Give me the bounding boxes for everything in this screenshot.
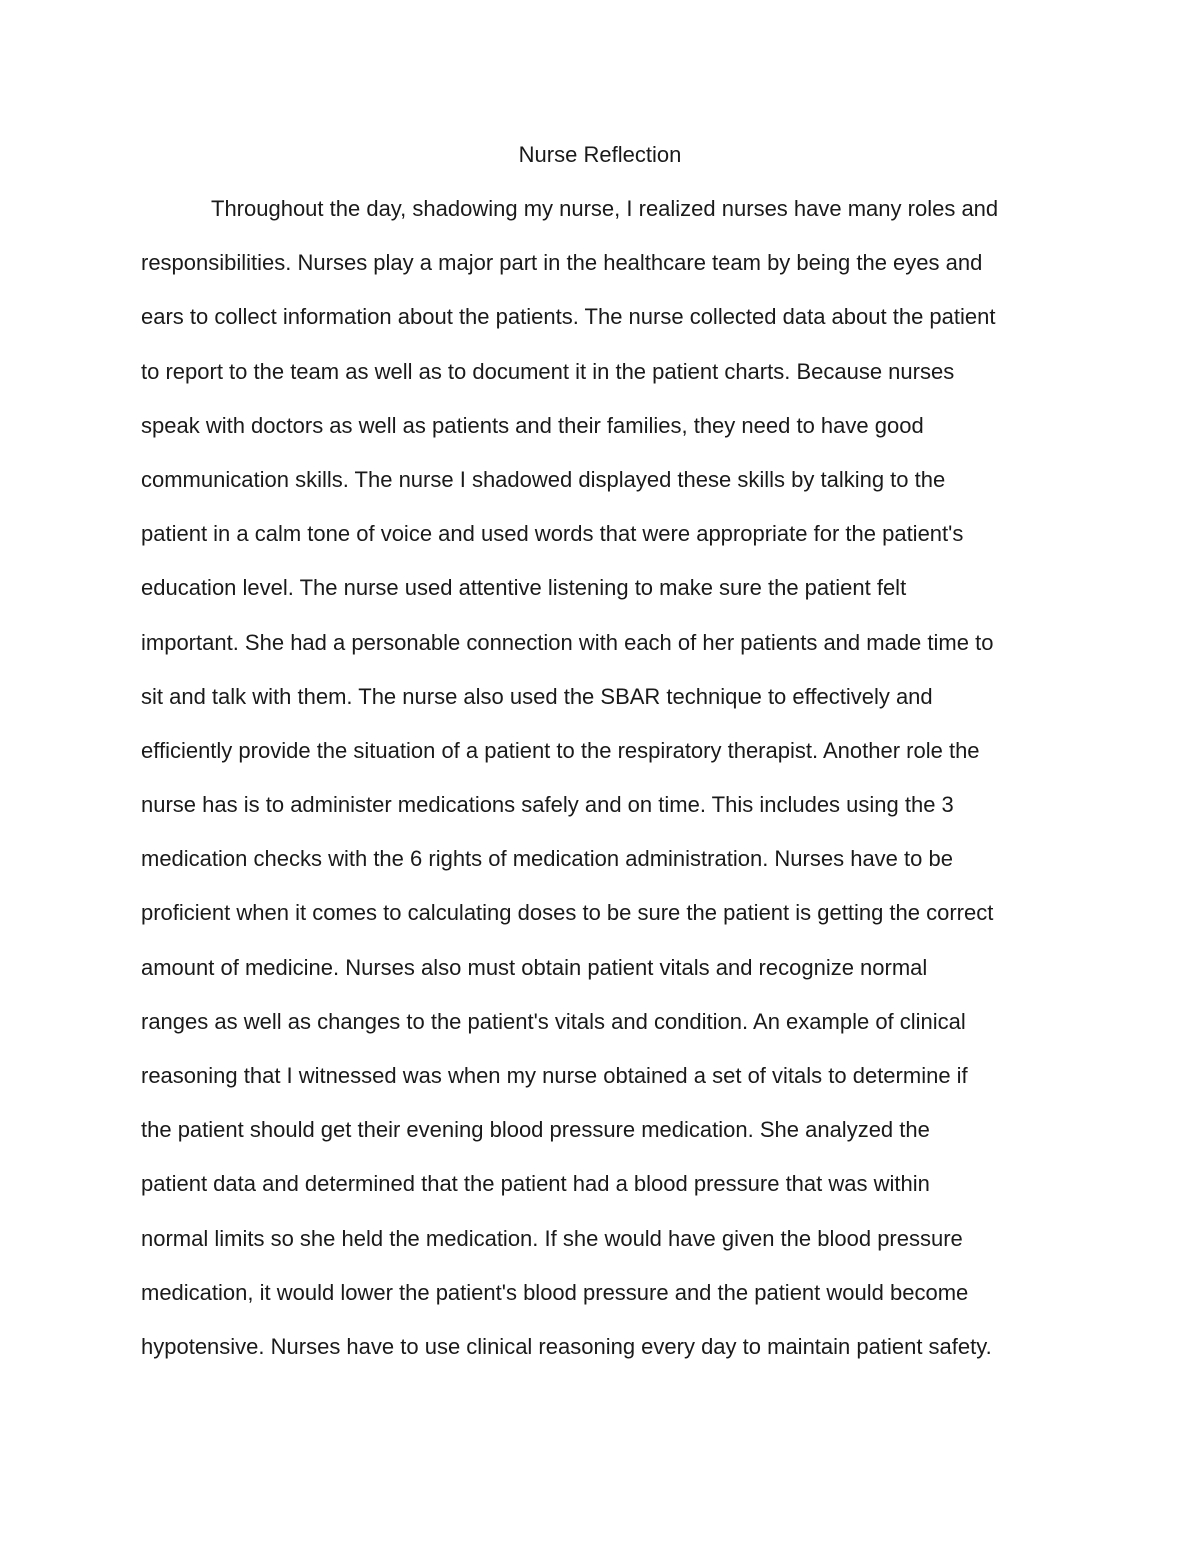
paragraph-line: Throughout the day, shadowing my nurse, I realized nurses have many roles and (211, 196, 999, 221)
paragraph-line: ranges as well as changes to the patient's vitals and condition. An example of clinical (141, 1008, 966, 1034)
paragraph-line: patient data and determined that the patient had a blood pressure that was within (141, 1171, 930, 1197)
paragraph-line: communication skills. The nurse I shadowed displayed these skills by talking to the (141, 466, 946, 492)
paragraph-line: education level. The nurse used attentive listening to make sure the patient felt (141, 575, 907, 601)
page-title: Nurse Reflection (518, 142, 682, 167)
paragraph-line: amount of medicine. Nurses also must obtain patient vitals and recognize normal (141, 954, 928, 980)
paragraph-line: to report to the team as well as to document it in the patient charts. Because nurses (141, 358, 955, 384)
paragraph-line: the patient should get their evening blood pressure medication. She analyzed the (141, 1117, 930, 1143)
paragraph-line: speak with doctors as well as patients and their families, they need to have good (141, 412, 924, 438)
paragraph-line: hypotensive. Nurses have to use clinical reasoning every day to maintain patient safety. (141, 1333, 992, 1359)
paragraph-line: important. She had a personable connection with each of her patients and made time to (141, 629, 994, 655)
paragraph-line: responsibilities. Nurses play a major part in the healthcare team by being the eyes and (141, 250, 983, 276)
paragraph-line: patient in a calm tone of voice and used words that were appropriate for the patient's (141, 521, 964, 547)
paragraph-line: normal limits so she held the medication. If she would have given the blood pressure (141, 1225, 963, 1251)
paragraph-line: medication checks with the 6 rights of medication administration. Nurses have to be (141, 846, 953, 872)
paragraph-line: nurse has is to administer medications safely and on time. This includes using the 3 (141, 792, 954, 818)
paragraph-line: ears to collect information about the patients. The nurse collected data about the patient (141, 304, 996, 330)
body-paragraph (141, 194, 1081, 1386)
paragraph-line: efficiently provide the situation of a patient to the respiratory therapist. Another role the (141, 737, 980, 763)
paragraph-line: sit and talk with them. The nurse also used the SBAR technique to effectively and (141, 683, 933, 709)
paragraph-line: proficient when it comes to calculating doses to be sure the patient is getting the correct (141, 900, 994, 926)
paragraph-line: medication, it would lower the patient's blood pressure and the patient would become (141, 1279, 969, 1305)
paragraph-line: reasoning that I witnessed was when my nurse obtained a set of vitals to determine if (141, 1063, 968, 1088)
